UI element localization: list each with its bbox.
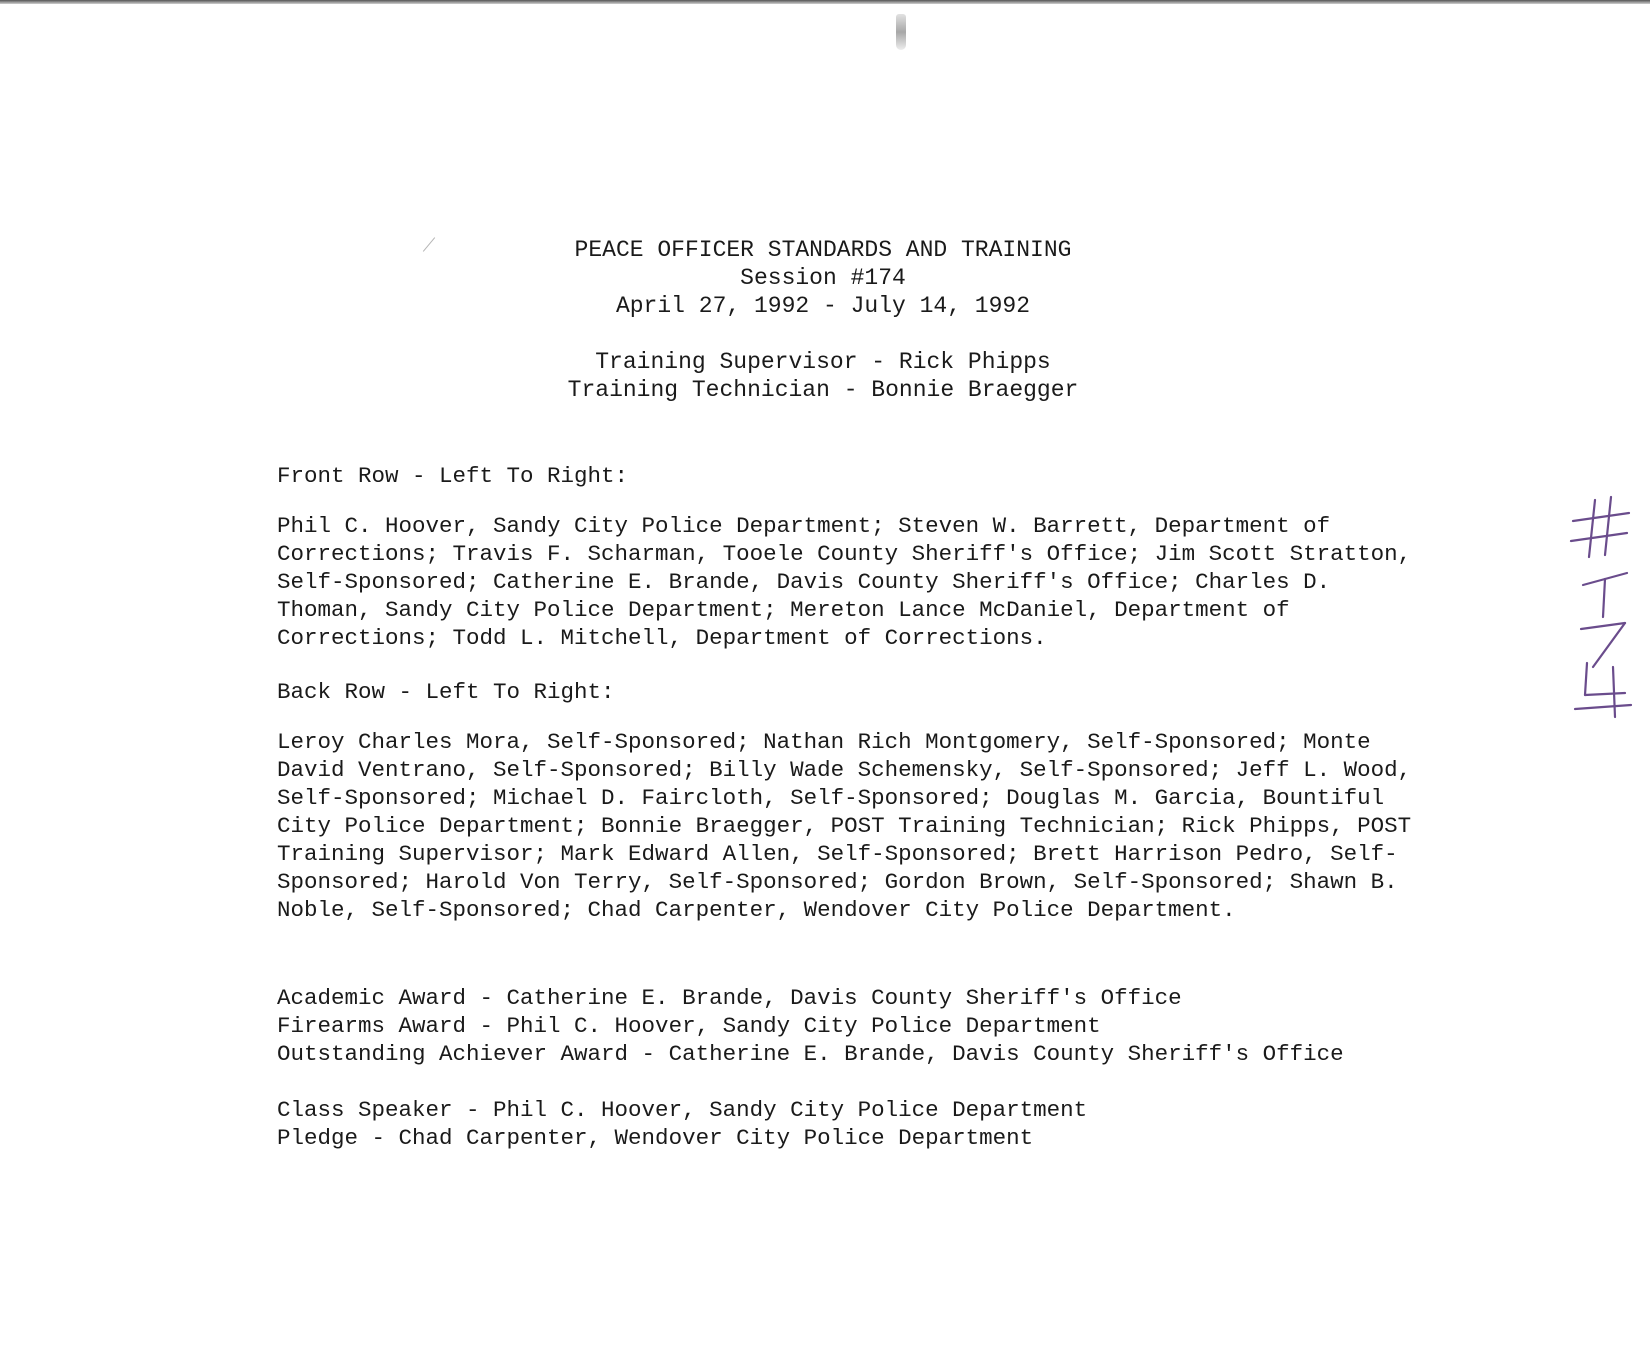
awards-list [277,984,1417,1068]
pledge-leader: Pledge - Chad Carpenter, Wendover City Police Department [277,1125,1034,1151]
academic-award: Academic Award - Catherine E. Brande, Davis County Sheriff's Office [277,985,1182,1011]
class-speaker: Class Speaker - Phil C. Hoover, Sandy City Police Department [277,1097,1088,1123]
document-header [540,236,1106,404]
ceremony-credits [277,1096,1417,1152]
handwritten-session-number [1565,495,1635,720]
scan-edge [0,0,1650,4]
session-number: Session #174 [740,265,906,291]
document-body [277,462,1417,1152]
back-row-names: Leroy Charles Mora, Self-Sponsored; Nathan Rich Montgomery, Self-Sponsored; Monte David Ventrano, Self-Sponsored; Billy Wade Schemensky, Self-Sponsored; Jeff L. Wood, Self-Sponsored; Michael D. Faircloth, Self-Sponsored; Douglas M. Garcia, Bountiful City Police Department; Bonnie Braegger, POST Training Technician; Rick Phipps, POST Training Supervisor; Mark Edward Allen, Self-Sponsored; Brett Harrison Pedro, Self-Sponsored; Harold Von Terry, Self-Sponsored; Gordon Brown, Self-Sponsored; Shawn B. Noble, Self-Sponsored; Chad Carpenter, Wendover City Police Department. [277,729,1412,923]
document-title: PEACE OFFICER STANDARDS AND TRAINING [574,237,1072,263]
back-row-heading: Back Row - Left To Right: [277,679,615,705]
thumbtack-mark [896,14,906,50]
front-row-heading: Front Row - Left To Right: [277,463,629,489]
firearms-award: Firearms Award - Phil C. Hoover, Sandy City Police Department [277,1013,1101,1039]
training-supervisor: Training Supervisor - Rick Phipps [595,349,1051,375]
outstanding-achiever-award: Outstanding Achiever Award - Catherine E. Brande, Davis County Sheriff's Office [277,1041,1344,1067]
training-technician: Training Technician - Bonnie Braegger [567,377,1079,403]
front-row-names: Phil C. Hoover, Sandy City Police Department; Steven W. Barrett, Department of Corrections; Travis F. Scharman, Tooele County Sheriff's Office; Jim Scott Stratton, Self-Sponsored; Catherine E. Brande, Davis County Sheriff's Office; Charles D. Thoman, Sandy City Police Department; Mereton Lance McDaniel, Department of Corrections; Todd L. Mitchell, Department of Corrections. [277,513,1412,651]
session-dates: April 27, 1992 - July 14, 1992 [615,293,1031,319]
stray-pencil-mark [423,237,435,251]
